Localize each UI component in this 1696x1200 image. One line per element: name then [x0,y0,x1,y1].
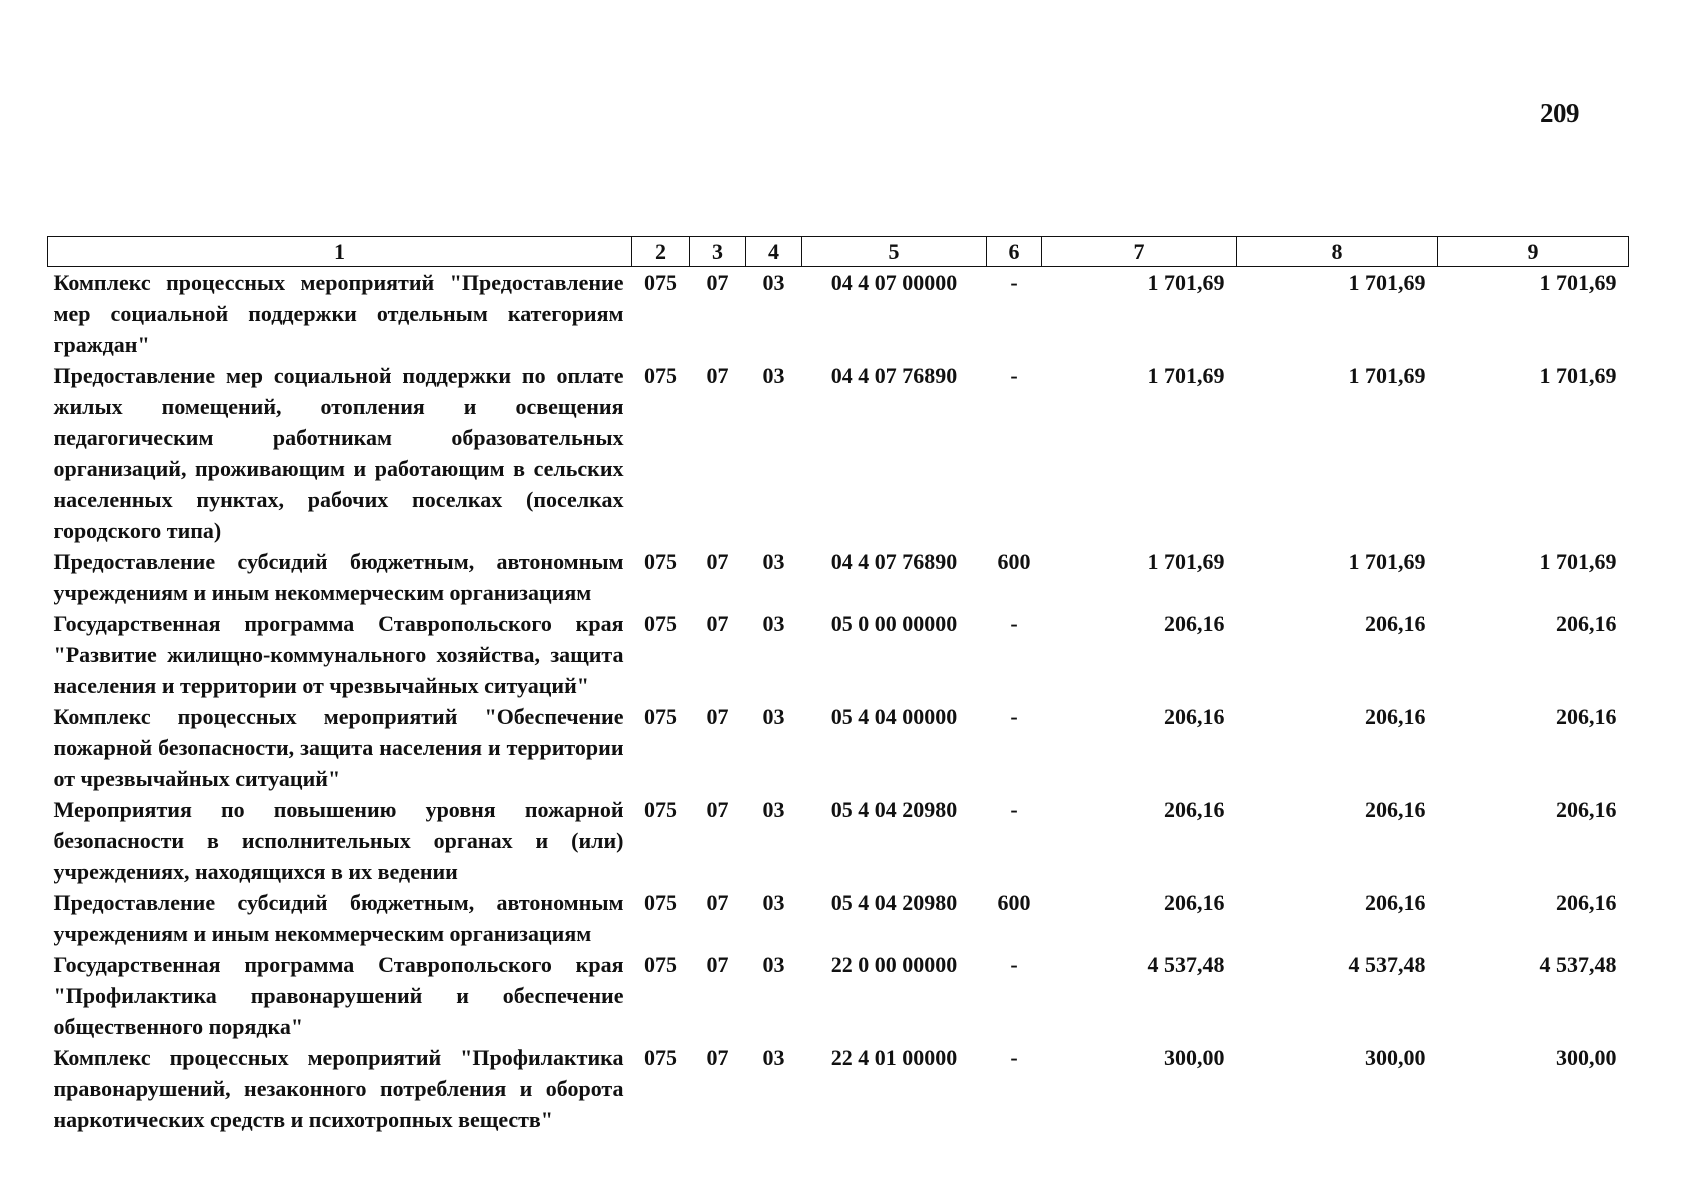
row-expense-type: - [1010,1045,1018,1070]
column-header-8: 8 [1237,237,1438,267]
row-section-code: 07 [706,890,729,915]
row-section-code: 07 [706,270,729,295]
row-amount-col7: 1 701,69 [1147,270,1225,295]
row-ministry-code: 075 [644,363,677,388]
table-header-row [48,237,1629,267]
row-amount-col8: 206,16 [1365,704,1426,729]
row-amount-col7: 1 701,69 [1147,363,1225,388]
row-amount-col8: 1 701,69 [1348,363,1426,388]
row-ministry-code: 075 [644,611,677,636]
row-amount-col9: 300,00 [1556,1045,1617,1070]
row-ministry-code: 075 [644,1045,677,1070]
row-section-code: 07 [706,797,729,822]
column-header-2: 2 [632,237,690,267]
row-ministry-code: 075 [644,549,677,574]
row-target-article: 05 4 04 00000 [830,704,958,729]
row-amount-col8: 300,00 [1365,1045,1426,1070]
row-name: Мероприятия по повышению уровня пожарной безопасности в исполнительных органах и (или) учреждениях, находящихся в их ведении [53,797,624,884]
row-section-code: 07 [706,704,729,729]
row-expense-type: - [1010,704,1018,729]
row-amount-col9: 206,16 [1556,890,1617,915]
row-name: Комплекс процессных мероприятий "Предоставление мер социальной поддержки отдельным категориям граждан" [53,270,624,357]
row-expense-type: - [1010,363,1018,388]
row-amount-col7: 4 537,48 [1147,952,1225,977]
row-name: Комплекс процессных мероприятий "Профилактика правонарушений, незаконного потребления и оборота наркотических средств и психотропных веществ" [53,1045,624,1132]
row-section-code: 07 [706,1045,729,1070]
row-amount-col9: 4 537,48 [1539,952,1617,977]
row-amount-col9: 206,16 [1556,611,1617,636]
row-amount-col8: 206,16 [1365,797,1426,822]
row-name: Предоставление мер социальной поддержки по оплате жилых помещений, отопления и освещения педагогическим работникам образовательных организаций, проживающим и работающим в сельских населенных пунктах, рабочих поселках (поселках городского типа) [53,363,624,543]
table-row [48,887,1629,949]
table-row [48,608,1629,701]
row-subsection-code: 03 [762,363,785,388]
row-amount-col7: 300,00 [1164,1045,1225,1070]
table-row [48,701,1629,794]
table-row [48,267,1629,361]
column-header-5: 5 [802,237,987,267]
row-amount-col9: 1 701,69 [1539,549,1617,574]
column-header-3: 3 [690,237,746,267]
row-expense-type: - [1010,952,1018,977]
row-target-article: 04 4 07 76890 [830,549,958,574]
table-row [48,546,1629,608]
row-subsection-code: 03 [762,611,785,636]
row-name: Государственная программа Ставропольского края "Профилактика правонарушений и обеспечение общественного порядка" [53,952,624,1039]
row-section-code: 07 [706,952,729,977]
row-target-article: 05 0 00 00000 [830,611,958,636]
column-header-7: 7 [1042,237,1237,267]
row-amount-col7: 206,16 [1164,797,1225,822]
row-amount-col7: 206,16 [1164,704,1225,729]
row-section-code: 07 [706,611,729,636]
row-section-code: 07 [706,549,729,574]
row-amount-col8: 206,16 [1365,890,1426,915]
row-amount-col7: 206,16 [1164,611,1225,636]
row-expense-type: - [1010,797,1018,822]
row-ministry-code: 075 [644,890,677,915]
row-amount-col8: 206,16 [1365,611,1426,636]
row-amount-col8: 1 701,69 [1348,270,1426,295]
row-target-article: 05 4 04 20980 [830,797,958,822]
row-subsection-code: 03 [762,549,785,574]
row-amount-col9: 206,16 [1556,704,1617,729]
row-target-article: 22 0 00 00000 [830,952,958,977]
row-amount-col7: 206,16 [1164,890,1225,915]
row-name: Предоставление субсидий бюджетным, автономным учреждениям и иным некоммерческим организациям [53,549,624,605]
row-subsection-code: 03 [762,270,785,295]
column-header-4: 4 [746,237,802,267]
row-subsection-code: 03 [762,797,785,822]
row-expense-type: - [1010,611,1018,636]
row-ministry-code: 075 [644,704,677,729]
row-expense-type: - [1010,270,1018,295]
row-target-article: 04 4 07 76890 [830,363,958,388]
table-row [48,360,1629,546]
table-row [48,794,1629,887]
row-name: Комплекс процессных мероприятий "Обеспечение пожарной безопасности, защита населения и территории от чрезвычайных ситуаций" [53,704,624,791]
column-header-9: 9 [1438,237,1629,267]
row-ministry-code: 075 [644,270,677,295]
row-subsection-code: 03 [762,704,785,729]
table-row [48,949,1629,1042]
row-ministry-code: 075 [644,797,677,822]
row-amount-col8: 4 537,48 [1348,952,1426,977]
row-subsection-code: 03 [762,890,785,915]
row-target-article: 05 4 04 20980 [830,890,958,915]
row-amount-col9: 206,16 [1556,797,1617,822]
row-amount-col9: 1 701,69 [1539,363,1617,388]
column-header-1: 1 [48,237,632,267]
row-subsection-code: 03 [762,1045,785,1070]
row-amount-col7: 1 701,69 [1147,549,1225,574]
row-amount-col9: 1 701,69 [1539,270,1617,295]
row-amount-col8: 1 701,69 [1348,549,1426,574]
page-number: 209 [1540,98,1579,128]
row-expense-type: 600 [997,890,1031,915]
row-name: Предоставление субсидий бюджетным, автономным учреждениям и иным некоммерческим организациям [53,890,624,946]
budget-table [47,236,1629,1135]
row-ministry-code: 075 [644,952,677,977]
row-target-article: 04 4 07 00000 [830,270,958,295]
row-section-code: 07 [706,363,729,388]
row-subsection-code: 03 [762,952,785,977]
column-header-6: 6 [987,237,1042,267]
row-target-article: 22 4 01 00000 [830,1045,958,1070]
row-expense-type: 600 [997,549,1031,574]
table-row [48,1042,1629,1135]
row-name: Государственная программа Ставропольского края "Развитие жилищно-коммунального хозяйства, защита населения и территории от чрезвычайных ситуаций" [53,611,624,698]
